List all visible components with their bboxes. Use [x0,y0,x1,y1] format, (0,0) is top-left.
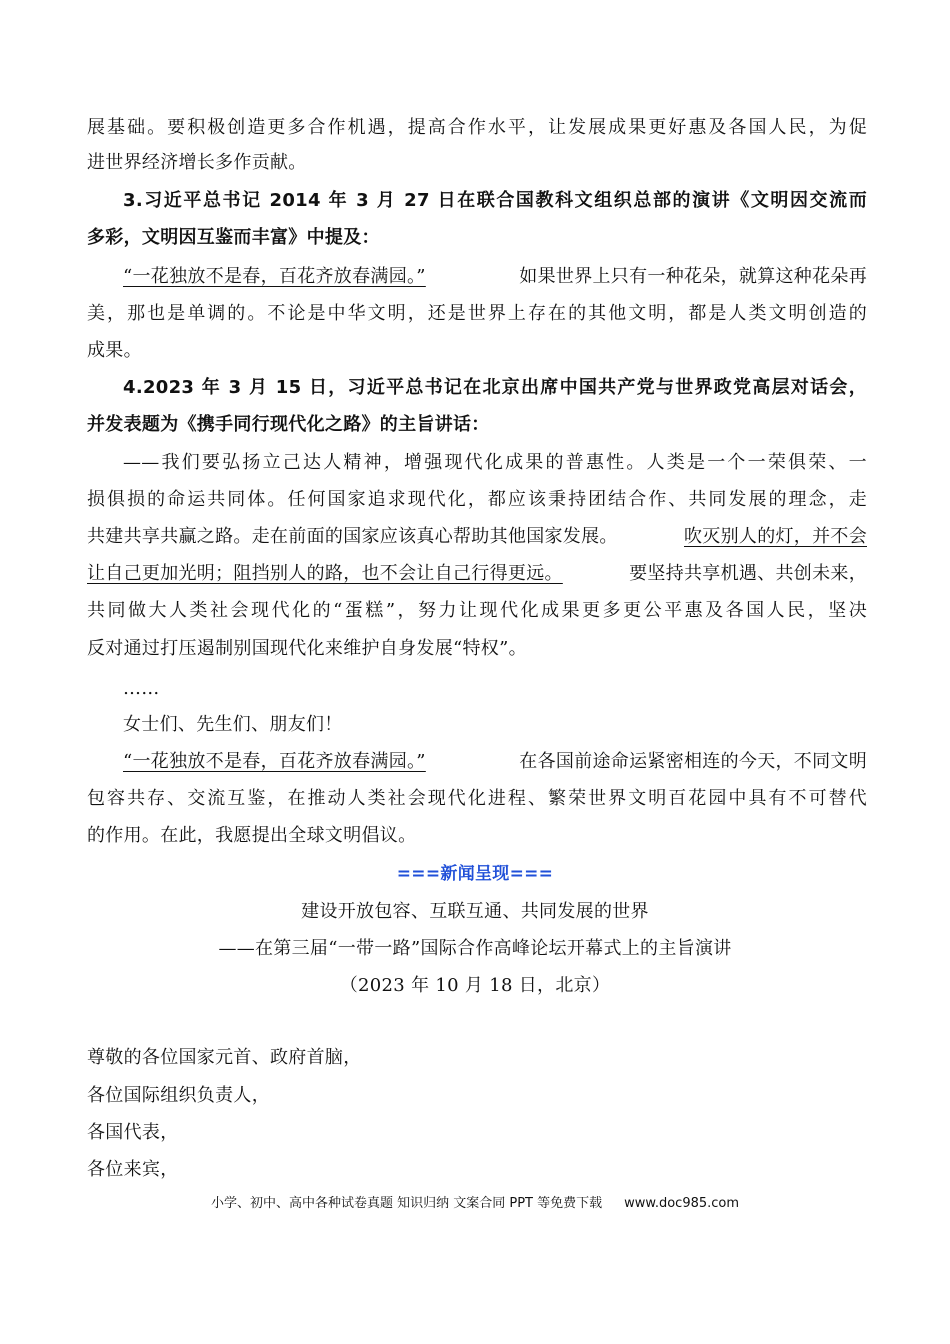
quote-continuation: 在各国前途命运紧密相连的今天，不同文明 [519,751,867,772]
paragraph-line [87,525,867,549]
footer-text: 小学、初中、高中各种试卷真题 知识归纳 文案合同 PPT 等免费下载 [210,1196,603,1211]
text-segment: 要坚持共享机遇、共创未来， [629,563,867,584]
footer-link[interactable]: www.doc985.com [624,1196,740,1211]
paragraph-line: 成果。 [87,340,142,361]
quote-underlined: “一花独放不是春，百花齐放春满园。” [123,751,426,772]
paragraph-line [87,562,867,586]
salutation-line: 各位国际组织负责人， [87,1085,270,1106]
paragraph-line: ——我们要弘扬立己达人精神，增强现代化成果的普惠性。人类是一个一荣俱荣、一 [123,452,867,473]
section-heading-3: 3.习近平总书记 2014 年 3 月 27 日在联合国教科文组织总部的演讲《文明因交流而 [123,190,867,211]
paragraph-line: 的作用。在此，我愿提出全球文明倡议。 [87,825,417,846]
section-heading-4: 4.2023 年 3 月 15 日，习近平总书记在北京出席中国共产党与世界政党高层对话会， [123,377,867,398]
paragraph-line: 损俱损的命运共同体。任何国家追求现代化，都应该秉持团结合作、共同发展的理念，走 [87,489,867,510]
news-section-header: ===新闻呈现=== [396,864,554,884]
quote-underlined: “一花独放不是春，百花齐放春满园。” [123,266,426,287]
underlined-segment: 让自己更加光明；阻挡别人的路，也不会让自己行得更远。 [87,563,563,584]
paragraph-line [123,265,867,289]
paragraph-line: 包容共存、交流互鉴，在推动人类社会现代化进程、繁荣世界文明百花园中具有不可替代 [87,788,867,809]
paragraph-line: 共同做大人类社会现代化的“蛋糕”，努力让现代化成果更多更公平惠及各国人民，坚决 [87,600,867,621]
salutation-line: 各国代表， [87,1122,179,1143]
section-heading-4-cont: 并发表题为《携手同行现代化之路》的主旨讲话： [87,414,490,435]
paragraph-line: 进世界经济增长多作贡献。 [87,152,307,173]
page-footer [0,1192,950,1211]
news-date: （2023 年 10 月 18 日，北京） [339,975,611,996]
section-heading-3-cont: 多彩，文明因互鉴而丰富》中提及： [87,227,380,248]
paragraph-line: 反对通过打压遏制别国现代化来维护自身发展“特权”。 [87,638,527,659]
news-title: 建设开放包容、互联互通、共同发展的世界 [301,901,649,922]
text-segment: 共建共享共赢之路。走在前面的国家应该真心帮助其他国家发展。 [87,526,618,547]
paragraph-line [123,750,867,774]
quote-continuation: 如果世界上只有一种花朵，就算这种花朵再 [519,266,867,287]
salutation-line: 各位来宾， [87,1159,179,1180]
paragraph-line: 美，那也是单调的。不论是中华文明，还是世界上存在的其他文明，都是人类文明创造的 [87,303,867,324]
news-subtitle: ——在第三届“一带一路”国际合作高峰论坛开幕式上的主旨演讲 [218,938,732,959]
underlined-segment: 吹灭别人的灯，并不会 [684,526,867,547]
ellipsis: …… [123,678,160,699]
paragraph-line: 展基础。要积极创造更多合作机遇，提高合作水平，让发展成果更好惠及各国人民，为促 [87,117,867,138]
greeting: 女士们、先生们、朋友们！ [123,714,343,735]
salutation-line: 尊敬的各位国家元首、政府首脑， [87,1047,362,1068]
